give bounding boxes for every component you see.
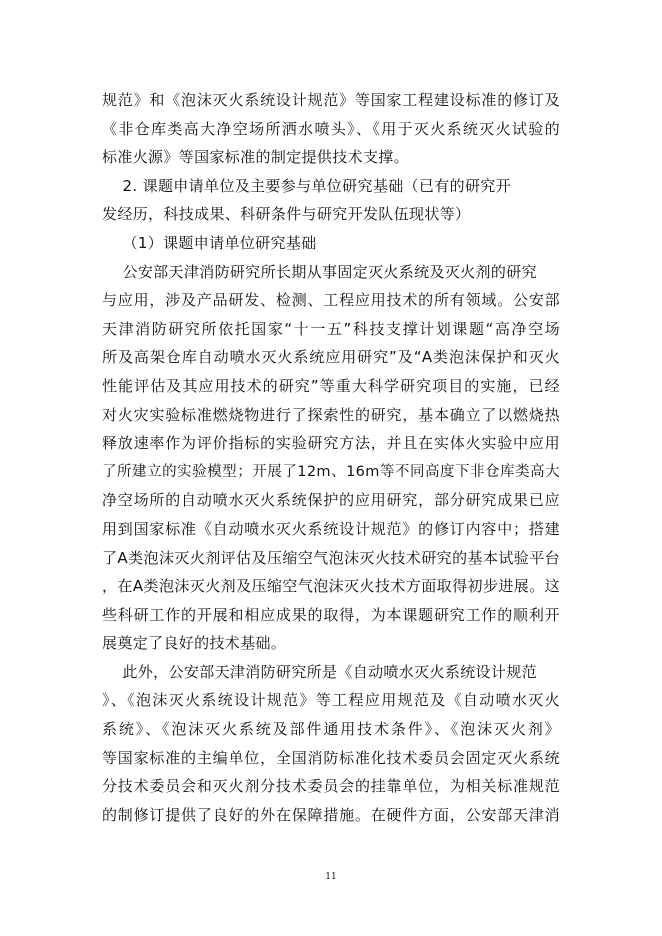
text-line: 些科研工作的开展和相应成果的取得，为本课题研究工作的顺利开	[102, 605, 560, 624]
text-line: 与应用，涉及产品研发、检测、工程应用技术的所有领域。公安部	[102, 291, 560, 310]
page-number: 11	[325, 872, 337, 882]
text-line: 净空场所的自动喷水灭火系统保护的应用研究，部分研究成果已应	[102, 491, 560, 510]
text-line: ，在A类泡沫灭火剂及压缩空气泡沫灭火技术方面取得初步进展。这	[102, 577, 560, 596]
text-line: 了所建立的实验模型；开展了12m、16m等不同高度下非仓库类高大	[102, 463, 560, 480]
text-line: 系统》、《泡沫灭火系统及部件通用技术条件》、《泡沫灭火剂》	[102, 720, 560, 739]
text-line: 展奠定了良好的技术基础。	[102, 634, 287, 653]
text-line: 对火灾实验标准燃烧物进行了探索性的研究，基本确立了以燃烧热	[102, 405, 560, 424]
subsection-heading: （1）课题申请单位研究基础	[102, 233, 317, 252]
text-line: 公安部天津消防研究所长期从事固定灭火系统及灭火剂的研究	[102, 262, 537, 281]
text-line: 释放速率作为评价指标的实验研究方法，并且在实体火实验中应用	[102, 434, 560, 453]
body-text	[102, 86, 560, 829]
text-line: 等国家标准的主编单位，全国消防标准化技术委员会固定灭火系统	[102, 748, 560, 767]
text-line: 标准火源》等国家标准的制定提供技术支撑。	[102, 148, 410, 167]
text-line: 规范》和《泡沫灭火系统设计规范》等国家工程建设标准的修订及	[102, 91, 560, 109]
text-line: 分技术委员会和灭火剂分技术委员会的挂靠单位，为相关标准规范	[102, 777, 560, 796]
text-line: 此外，公安部天津消防研究所是《自动喷水灭火系统设计规范	[102, 662, 537, 681]
text-line: 《非仓库类高大净空场所洒水喷头》、《用于灭火系统灭火试验的	[102, 119, 560, 138]
text-line: 了A类泡沫灭火剂评估及压缩空气泡沫灭火技术研究的基本试验平台	[102, 548, 560, 567]
text-line: 》、《泡沫灭火系统设计规范》等工程应用规范及《自动喷水灭火	[102, 691, 560, 710]
section-heading-line: 发经历，科技成果、科研条件与研究开发队伍现状等）	[102, 205, 471, 224]
text-line: 所及高架仓库自动喷水灭火系统应用研究”及“A类泡沫保护和灭火	[102, 348, 560, 367]
text-line: 用到国家标准《自动喷水灭火系统设计规范》的修订内容中；搭建	[102, 519, 560, 538]
text-line: 性能评估及其应用技术的研究”等重大科学研究项目的实施，已经	[102, 376, 560, 395]
section-heading-line: 2. 课题申请单位及主要参与单位研究基础（已有的研究开	[102, 176, 512, 195]
text-line: 的制修订提供了良好的外在保障措施。在硬件方面，公安部天津消	[102, 805, 560, 824]
text-line: 天津消防研究所依托国家“十一五”科技支撑计划课题“高净空场	[102, 319, 560, 338]
